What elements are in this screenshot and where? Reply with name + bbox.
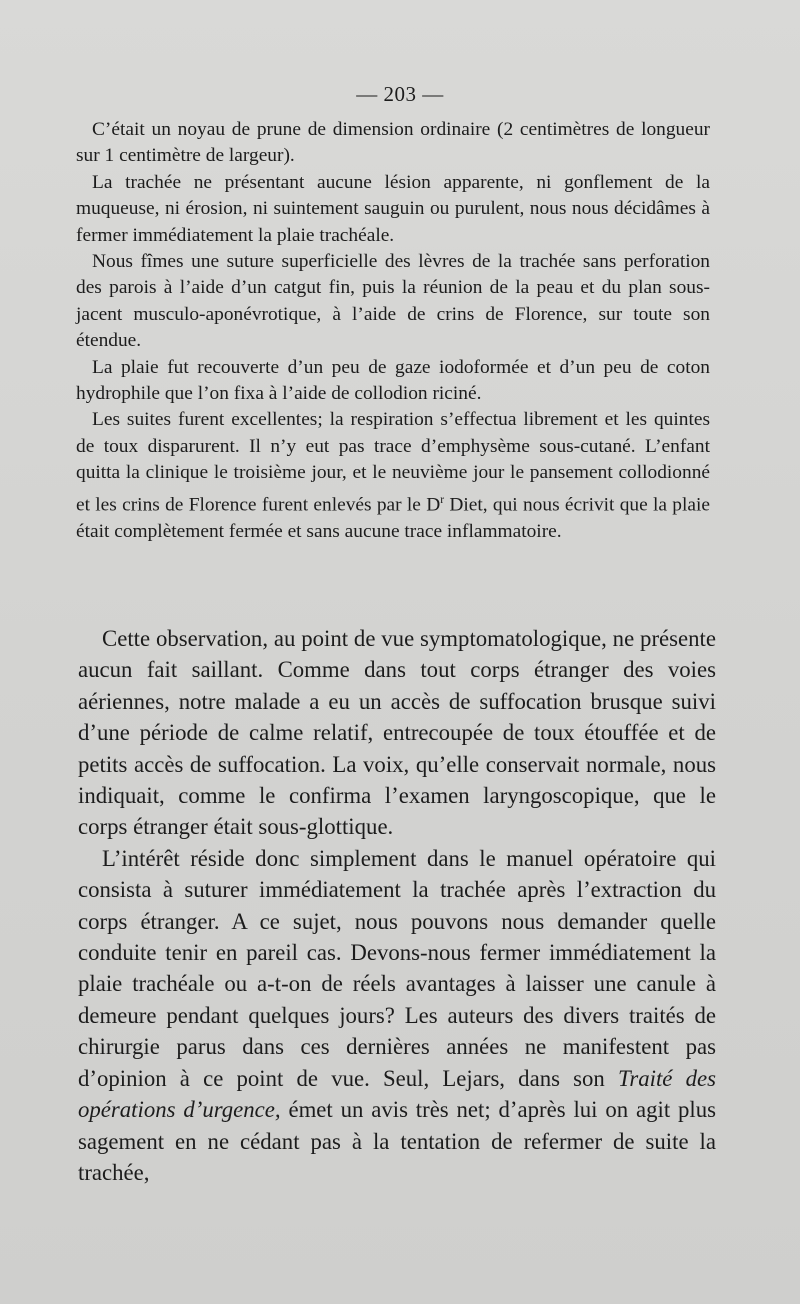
discussion-paragraph-2-end: émet un avis très net; d’après lui on agit plus sagement en ne cédant pas à la tentation de refermer de suite la trachée, (78, 1097, 716, 1185)
discussion-text (78, 623, 716, 1188)
discussion-paragraph-2 (78, 843, 716, 1188)
doctor-superscript: r (440, 492, 445, 506)
observation-text (76, 117, 710, 545)
observation-paragraph-5-text: Les suites furent excellentes; la respiration s’effectua librement et les quintes de toux disparurent. Il n’y eut pas trace d’emphysème sous-cutané. L’enfant quitta la clinique le troisième jour, et le neuvième jour le pansement collodionné et les crins de Florence furent enlevés par le D (76, 409, 710, 516)
observation-paragraph-1: C’était un noyau de prune de dimension ordinaire (2 centimètres de longueur sur 1 centimètre de largeur). (76, 119, 710, 167)
observation-paragraph-2: La trachée ne présentant aucune lésion apparente, ni gonflement de la muqueuse, ni érosion, ni suintement sauguin ou purulent, nous nous décidâmes à fermer immédiatement la plaie trachéale. (76, 171, 710, 246)
discussion-paragraph-2-text: L’intérêt réside donc simplement dans le manuel opératoire qui consista à suturer immédiatement la trachée après l’extraction du corps étranger. A ce sujet, nous pouvons nous demander quelle conduite tenir en pareil cas. Devons-nous fermer immédiatement la plaie trachéale ou a-t-on de réels avantages à laisser une canule à demeure pendant quelques jours? Les auteurs des divers traités de chirurgie parus dans ces dernières années ne manifestent pas d’opinion à ce point de vue. Seul, Lejars, dans son (78, 845, 716, 1091)
page-number: — 203 — (356, 82, 444, 106)
discussion-paragraph-1: Cette observation, au point de vue symptomatologique, ne présente aucun fait saillant. Comme dans tout corps étranger des voies aériennes, notre malade a eu un accès de suffocation brusque suivi d’une période de calme relatif, entrecoupée de toux étouffée et de petits accès de suffocation. La voix, qu’elle conservait normale, nous indiquait, comme le confirma l’examen laryngoscopique, que le corps étranger était sous-glottique. (78, 626, 716, 840)
observation-paragraph-5 (76, 407, 710, 545)
observation-paragraph-5-end: Diet, qui nous écrivit que la plaie était complètement fermée et sans aucune trace inflammatoire. (76, 494, 710, 542)
observation-paragraph-4: La plaie fut recouverte d’un peu de gaze iodoformée et d’un peu de coton hydrophile que l’on fixa à l’aide de collodion riciné. (76, 356, 710, 405)
observation-paragraph-3: Nous fîmes une suture superficielle des lèvres de la trachée sans perforation des parois à l’aide d’un catgut fin, puis la réunion de la peau et du plan sous-jacent musculo-aponévrotique, à l’aide de crins de Florence, sur toute son étendue. (76, 251, 710, 352)
book-title-citation: Traité des opérations d’urgence, (78, 1065, 716, 1123)
